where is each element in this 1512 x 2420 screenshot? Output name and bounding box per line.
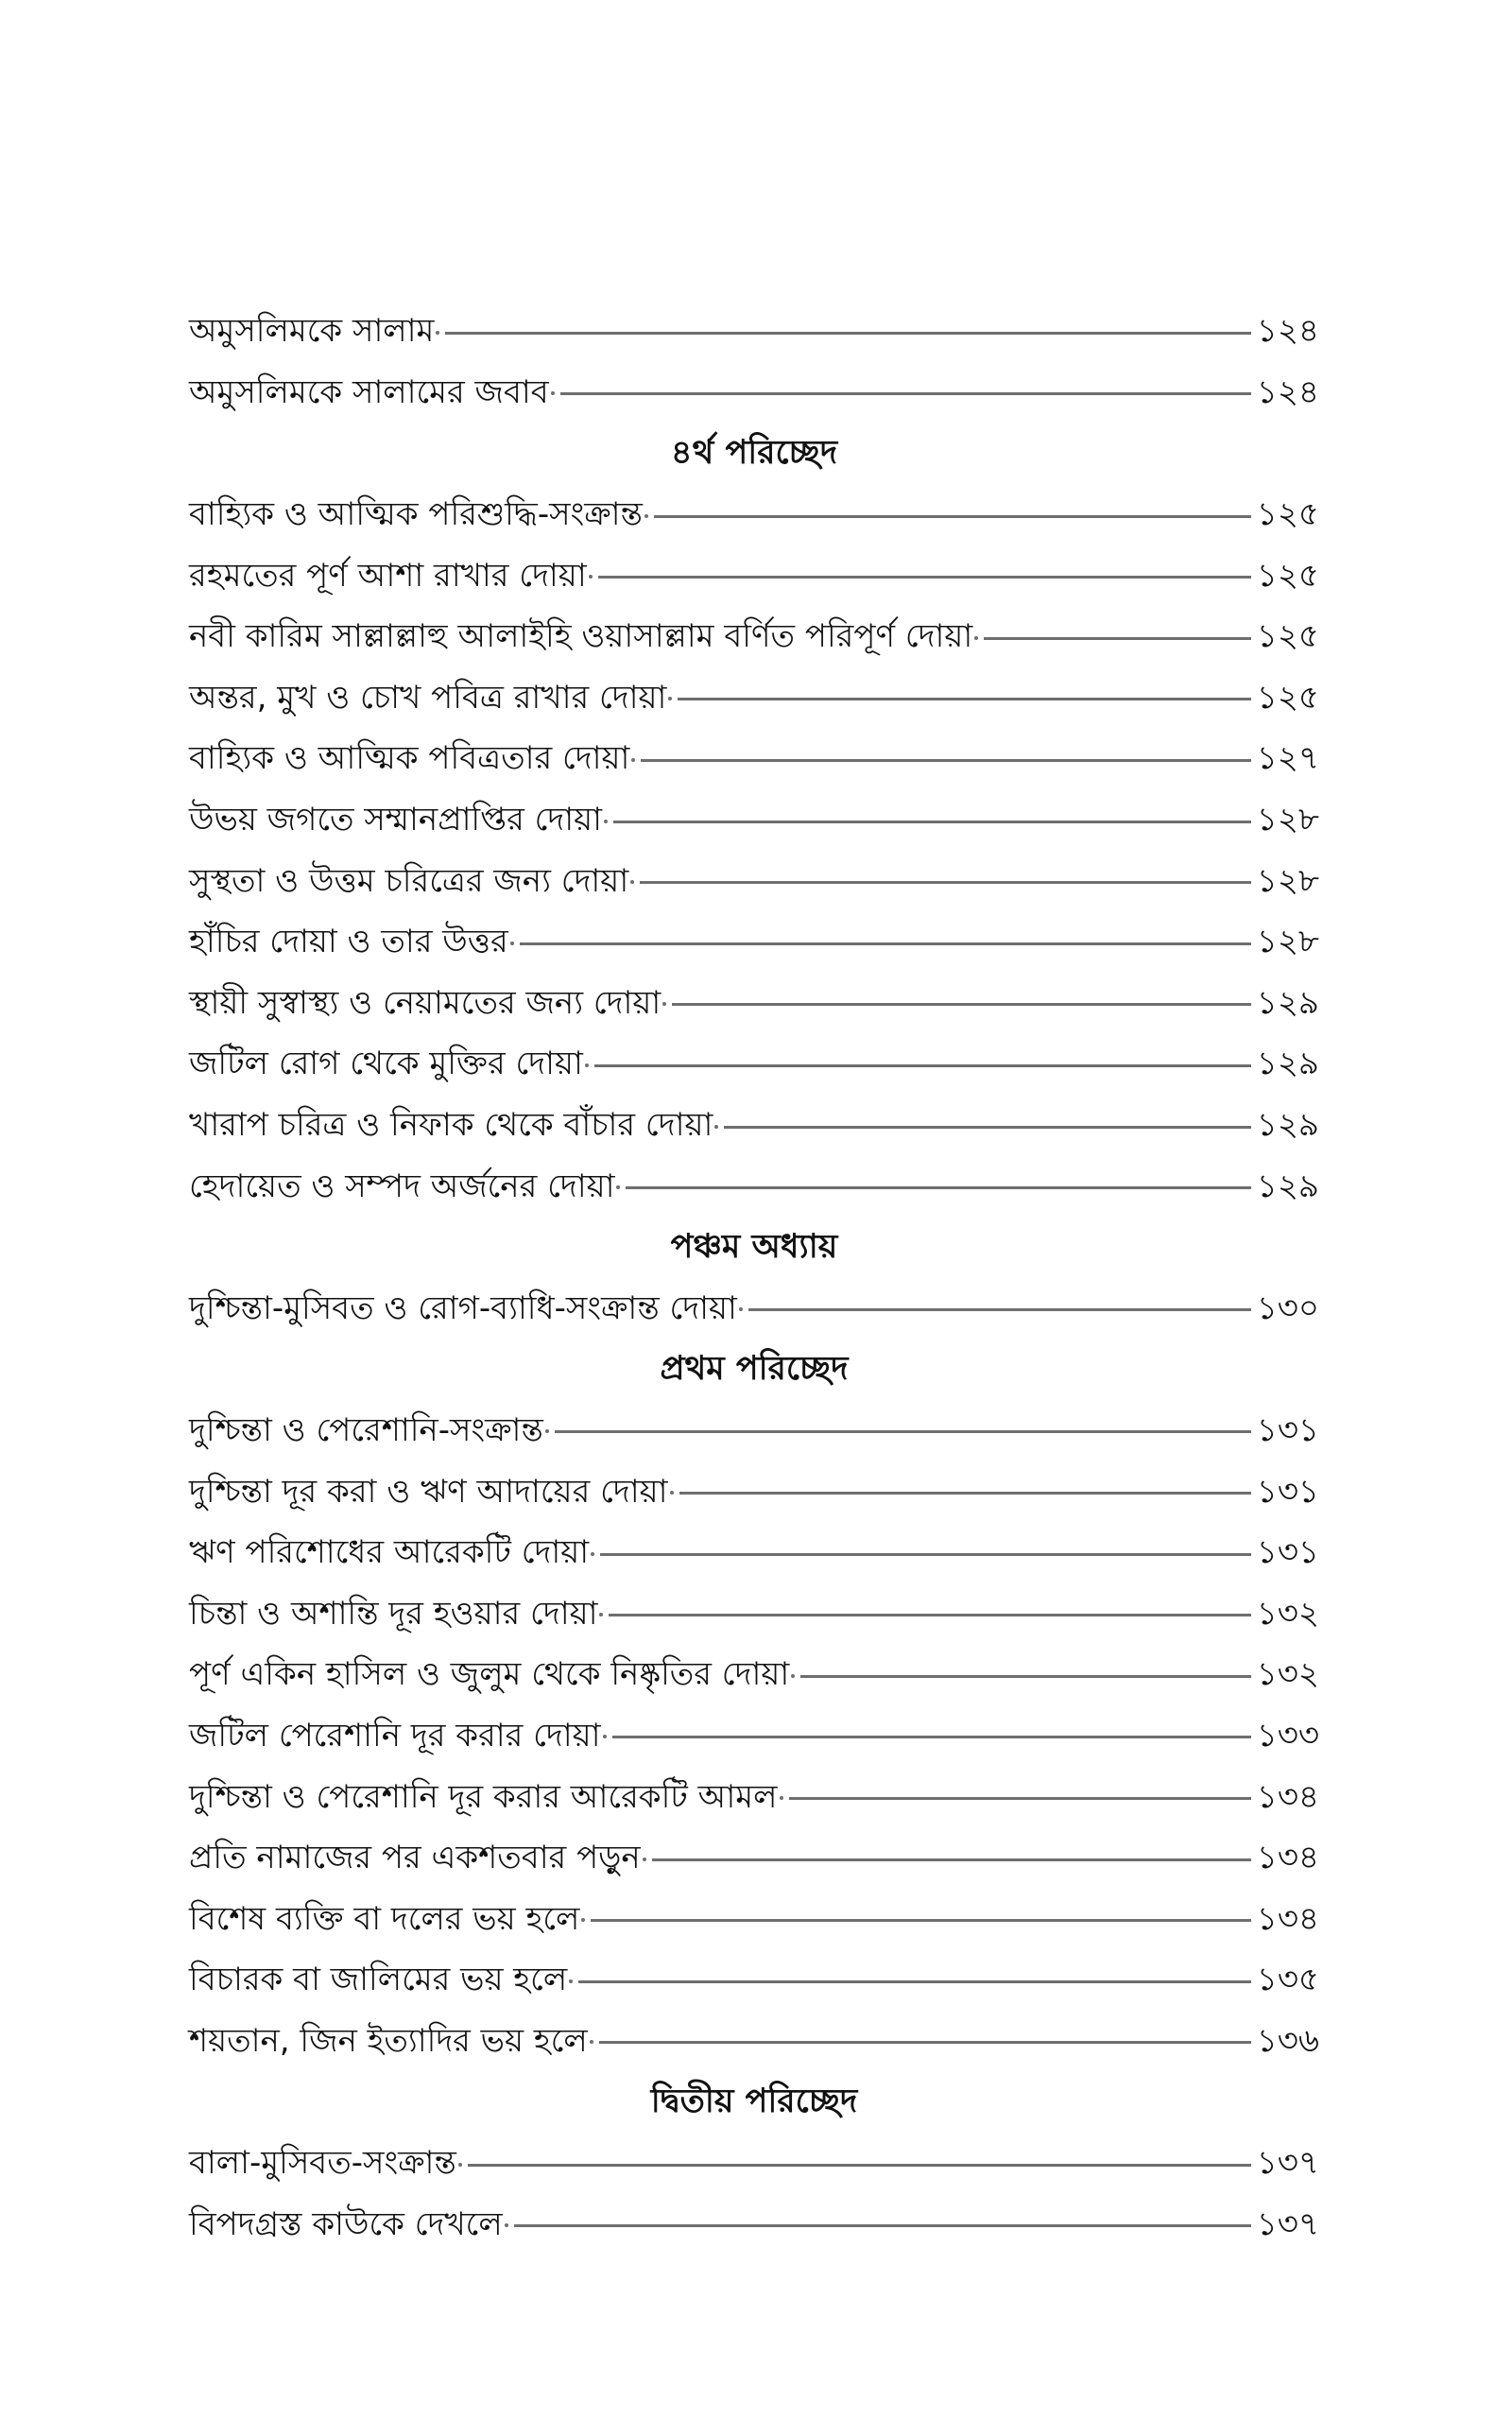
- toc-entry: [189, 484, 1319, 545]
- dot-leader-line: [594, 1064, 1251, 1067]
- toc-entry: [189, 1827, 1319, 1889]
- toc-entry: [189, 1155, 1319, 1217]
- dot-leader-line: [748, 1308, 1251, 1311]
- toc-entry-page-number: ১২৫: [1256, 678, 1319, 717]
- dot-leader-line: [678, 698, 1250, 700]
- table-of-contents: [189, 301, 1319, 2255]
- toc-entry: [189, 1522, 1319, 1583]
- section-heading: দ্বিতীয় পরিচ্ছেদ: [650, 2083, 858, 2121]
- dot-leader-line: [445, 332, 1250, 335]
- toc-entry-page-number: ১৩৬: [1256, 2021, 1319, 2060]
- toc-entry-title: অন্তর, মুখ ও চোখ পবিত্র রাখার দোয়া: [189, 678, 667, 717]
- toc-entry: [189, 1582, 1319, 1644]
- dot-leader-line: [612, 1736, 1251, 1738]
- toc-entry: [189, 850, 1319, 911]
- toc-entry-page-number: ১২৮: [1256, 801, 1319, 839]
- toc-entry-title: বাহ্যিক ও আত্মিক পবিত্রতার দোয়া: [189, 739, 630, 778]
- toc-entry: [189, 544, 1319, 606]
- toc-entry: [189, 1400, 1319, 1461]
- dot-leader-line: [578, 1980, 1251, 1983]
- dot-leader-line: [555, 1430, 1251, 1433]
- toc-entry: [189, 1033, 1319, 1095]
- toc-entry-title: শয়তান, জিন ইত্যাদির ভয় হলে: [189, 2021, 588, 2060]
- dot-leader-line: [800, 1675, 1251, 1678]
- toc-entry-title: নবী কারিম সাল্লাল্লাহু আলাইহি ওয়াসাল্লাম বর্ণিত পরিপূর্ণ দোয়া: [189, 617, 973, 656]
- toc-entry-title: খারাপ চরিত্র ও নিফাক থেকে বাঁচার দোয়া: [189, 1106, 713, 1145]
- toc-entry: [189, 2133, 1319, 2194]
- toc-entry-title: বালা-মুসিবত-সংক্রান্ত: [189, 2144, 456, 2183]
- dot-leader-line: [598, 576, 1251, 579]
- toc-entry-title: হাঁচির দোয়া ও তার উত্তর: [189, 923, 508, 961]
- dot-leader-line: [641, 759, 1250, 762]
- toc-entry-page-number: ১২৭: [1256, 739, 1319, 778]
- toc-entry-title: চিন্তা ও অশান্তি দূর হওয়ার দোয়া: [189, 1594, 598, 1633]
- toc-entry-page-number: ১২৯: [1256, 1167, 1319, 1205]
- toc-entry-title: দুশ্চিন্তা-মুসিবত ও রোগ-ব্যাধি-সংক্রান্ত দোয়া: [189, 1288, 737, 1327]
- toc-entry: [189, 2011, 1319, 2072]
- dot-leader-line: [640, 881, 1251, 884]
- dot-leader-line: [654, 515, 1251, 518]
- toc-entry-page-number: ১২৯: [1256, 983, 1319, 1022]
- toc-entry: [189, 789, 1319, 851]
- toc-entry-title: ঋণ পরিশোধের আরেকটি দোয়া: [189, 1533, 590, 1572]
- toc-entry-page-number: ১৩২: [1256, 1655, 1319, 1694]
- toc-entry-page-number: ১৩৩: [1256, 1716, 1319, 1754]
- section-heading: প্রথম পরিচ্ছেদ: [660, 1349, 849, 1388]
- toc-entry-title: প্রতি নামাজের পর একশতবার পড়ুন: [189, 1839, 641, 1877]
- toc-entry: [189, 606, 1319, 667]
- toc-entry: [189, 911, 1319, 973]
- dot-leader-line: [468, 2164, 1251, 2167]
- toc-entry-title: সুস্থতা ও উত্তম চরিত্রের জন্য দোয়া: [189, 861, 629, 900]
- toc-entry-page-number: ১৩১: [1256, 1410, 1319, 1449]
- toc-entry-title: স্থায়ী সুস্বাস্থ্য ও নেয়ামতের জন্য দোয়া: [189, 983, 662, 1022]
- dot-leader-line: [652, 1858, 1251, 1861]
- toc-entry-title: বিশেষ ব্যক্তি বা দলের ভয় হলে: [189, 1899, 580, 1938]
- toc-entry-title: উভয় জগতে সম্মানপ্রাপ্তির দোয়া: [189, 801, 603, 839]
- toc-entry-title: হেদায়েত ও সম্পদ অর্জনের দোয়া: [189, 1167, 615, 1205]
- dot-leader-line: [724, 1126, 1250, 1129]
- toc-entry-page-number: ১২৯: [1256, 1045, 1319, 1083]
- dot-leader-line: [984, 637, 1251, 640]
- toc-entry: [189, 1705, 1319, 1767]
- dot-leader-line: [560, 392, 1251, 395]
- toc-entry-page-number: ১৩৪: [1256, 1899, 1319, 1938]
- toc-entry-title: পূর্ণ একিন হাসিল ও জুলুম থেকে নিষ্কৃতির দোয়া: [189, 1655, 790, 1694]
- dot-leader-line: [789, 1797, 1251, 1800]
- toc-entry-page-number: ১৩৪: [1256, 1839, 1319, 1877]
- toc-entry: [189, 1949, 1319, 2011]
- toc-entry: [189, 1766, 1319, 1827]
- toc-entry-page-number: ১৩০: [1256, 1288, 1319, 1327]
- toc-entry-title: দুশ্চিন্তা ও পেরেশানি-সংক্রান্ত: [189, 1410, 543, 1449]
- toc-entry-title: জটিল পেরেশানি দূর করার দোয়া: [189, 1716, 601, 1754]
- toc-entry: [189, 1888, 1319, 1949]
- toc-entry-title: অমুসলিমকে সালাম: [189, 312, 435, 351]
- toc-entry: [189, 1278, 1319, 1340]
- dot-leader-line: [609, 1614, 1250, 1616]
- toc-entry-title: বিচারক বা জালিমের ভয় হলে: [189, 1961, 568, 1999]
- toc-entry-page-number: ১৩৫: [1256, 1961, 1319, 1999]
- toc-entry-page-number: ১৩২: [1256, 1594, 1319, 1633]
- toc-entry-page-number: ১২৪: [1256, 312, 1319, 351]
- dot-leader-line: [599, 2041, 1251, 2044]
- dot-leader-line: [600, 1553, 1251, 1556]
- toc-entry: [189, 667, 1319, 729]
- dot-leader-line: [672, 1003, 1250, 1006]
- toc-entry: [189, 362, 1319, 424]
- toc-entry-page-number: ১৩৭: [1256, 2144, 1319, 2183]
- toc-entry: [189, 973, 1319, 1034]
- section-heading: পঞ্চম অধ্যায়: [670, 1227, 838, 1266]
- dot-leader-line: [520, 942, 1251, 945]
- toc-entry: [189, 1644, 1319, 1705]
- dot-leader-line: [679, 1492, 1251, 1495]
- toc-entry-page-number: ১২৫: [1256, 617, 1319, 656]
- toc-entry-title: দুশ্চিন্তা দূর করা ও ঋণ আদায়ের দোয়া: [189, 1472, 668, 1511]
- toc-entry-page-number: ১৩১: [1256, 1472, 1319, 1511]
- toc-entry-page-number: ১২৮: [1256, 861, 1319, 900]
- toc-entry-page-number: ১২৮: [1256, 923, 1319, 961]
- toc-entry-page-number: ১২৪: [1256, 372, 1319, 411]
- toc-entry-page-number: ১৩১: [1256, 1533, 1319, 1572]
- toc-entry-page-number: ১২৯: [1256, 1106, 1319, 1145]
- dot-leader-line: [591, 1919, 1250, 1922]
- toc-entry-page-number: ১২৫: [1256, 495, 1319, 534]
- toc-entry-title: রহমতের পূর্ণ আশা রাখার দোয়া: [189, 556, 587, 595]
- toc-entry-title: জটিল রোগ থেকে মুক্তির দোয়া: [189, 1045, 583, 1083]
- dot-leader-line: [626, 1186, 1250, 1189]
- toc-entry-title: দুশ্চিন্তা ও পেরেশানি দূর করার আরেকটি আমল: [189, 1777, 778, 1816]
- toc-entry-title: অমুসলিমকে সালামের জবাব: [189, 372, 549, 411]
- toc-entry-title: বিপদগ্রস্ত কাউকে দেখলে: [189, 2204, 503, 2243]
- toc-entry: [189, 1461, 1319, 1522]
- toc-entry: [189, 728, 1319, 789]
- toc-entry: [189, 301, 1319, 362]
- dot-leader-line: [613, 821, 1251, 823]
- dot-leader-line: [514, 2224, 1251, 2227]
- toc-entry: [189, 1095, 1319, 1156]
- section-heading: ৪র্থ পরিচ্ছেদ: [670, 433, 838, 472]
- toc-entry: [189, 2193, 1319, 2255]
- toc-entry-page-number: ১৩৭: [1256, 2204, 1319, 2243]
- toc-entry-page-number: ১৩৪: [1256, 1777, 1319, 1816]
- toc-entry-page-number: ১২৫: [1256, 556, 1319, 595]
- toc-entry-title: বাহ্যিক ও আত্মিক পরিশুদ্ধি-সংক্রান্ত: [189, 495, 643, 534]
